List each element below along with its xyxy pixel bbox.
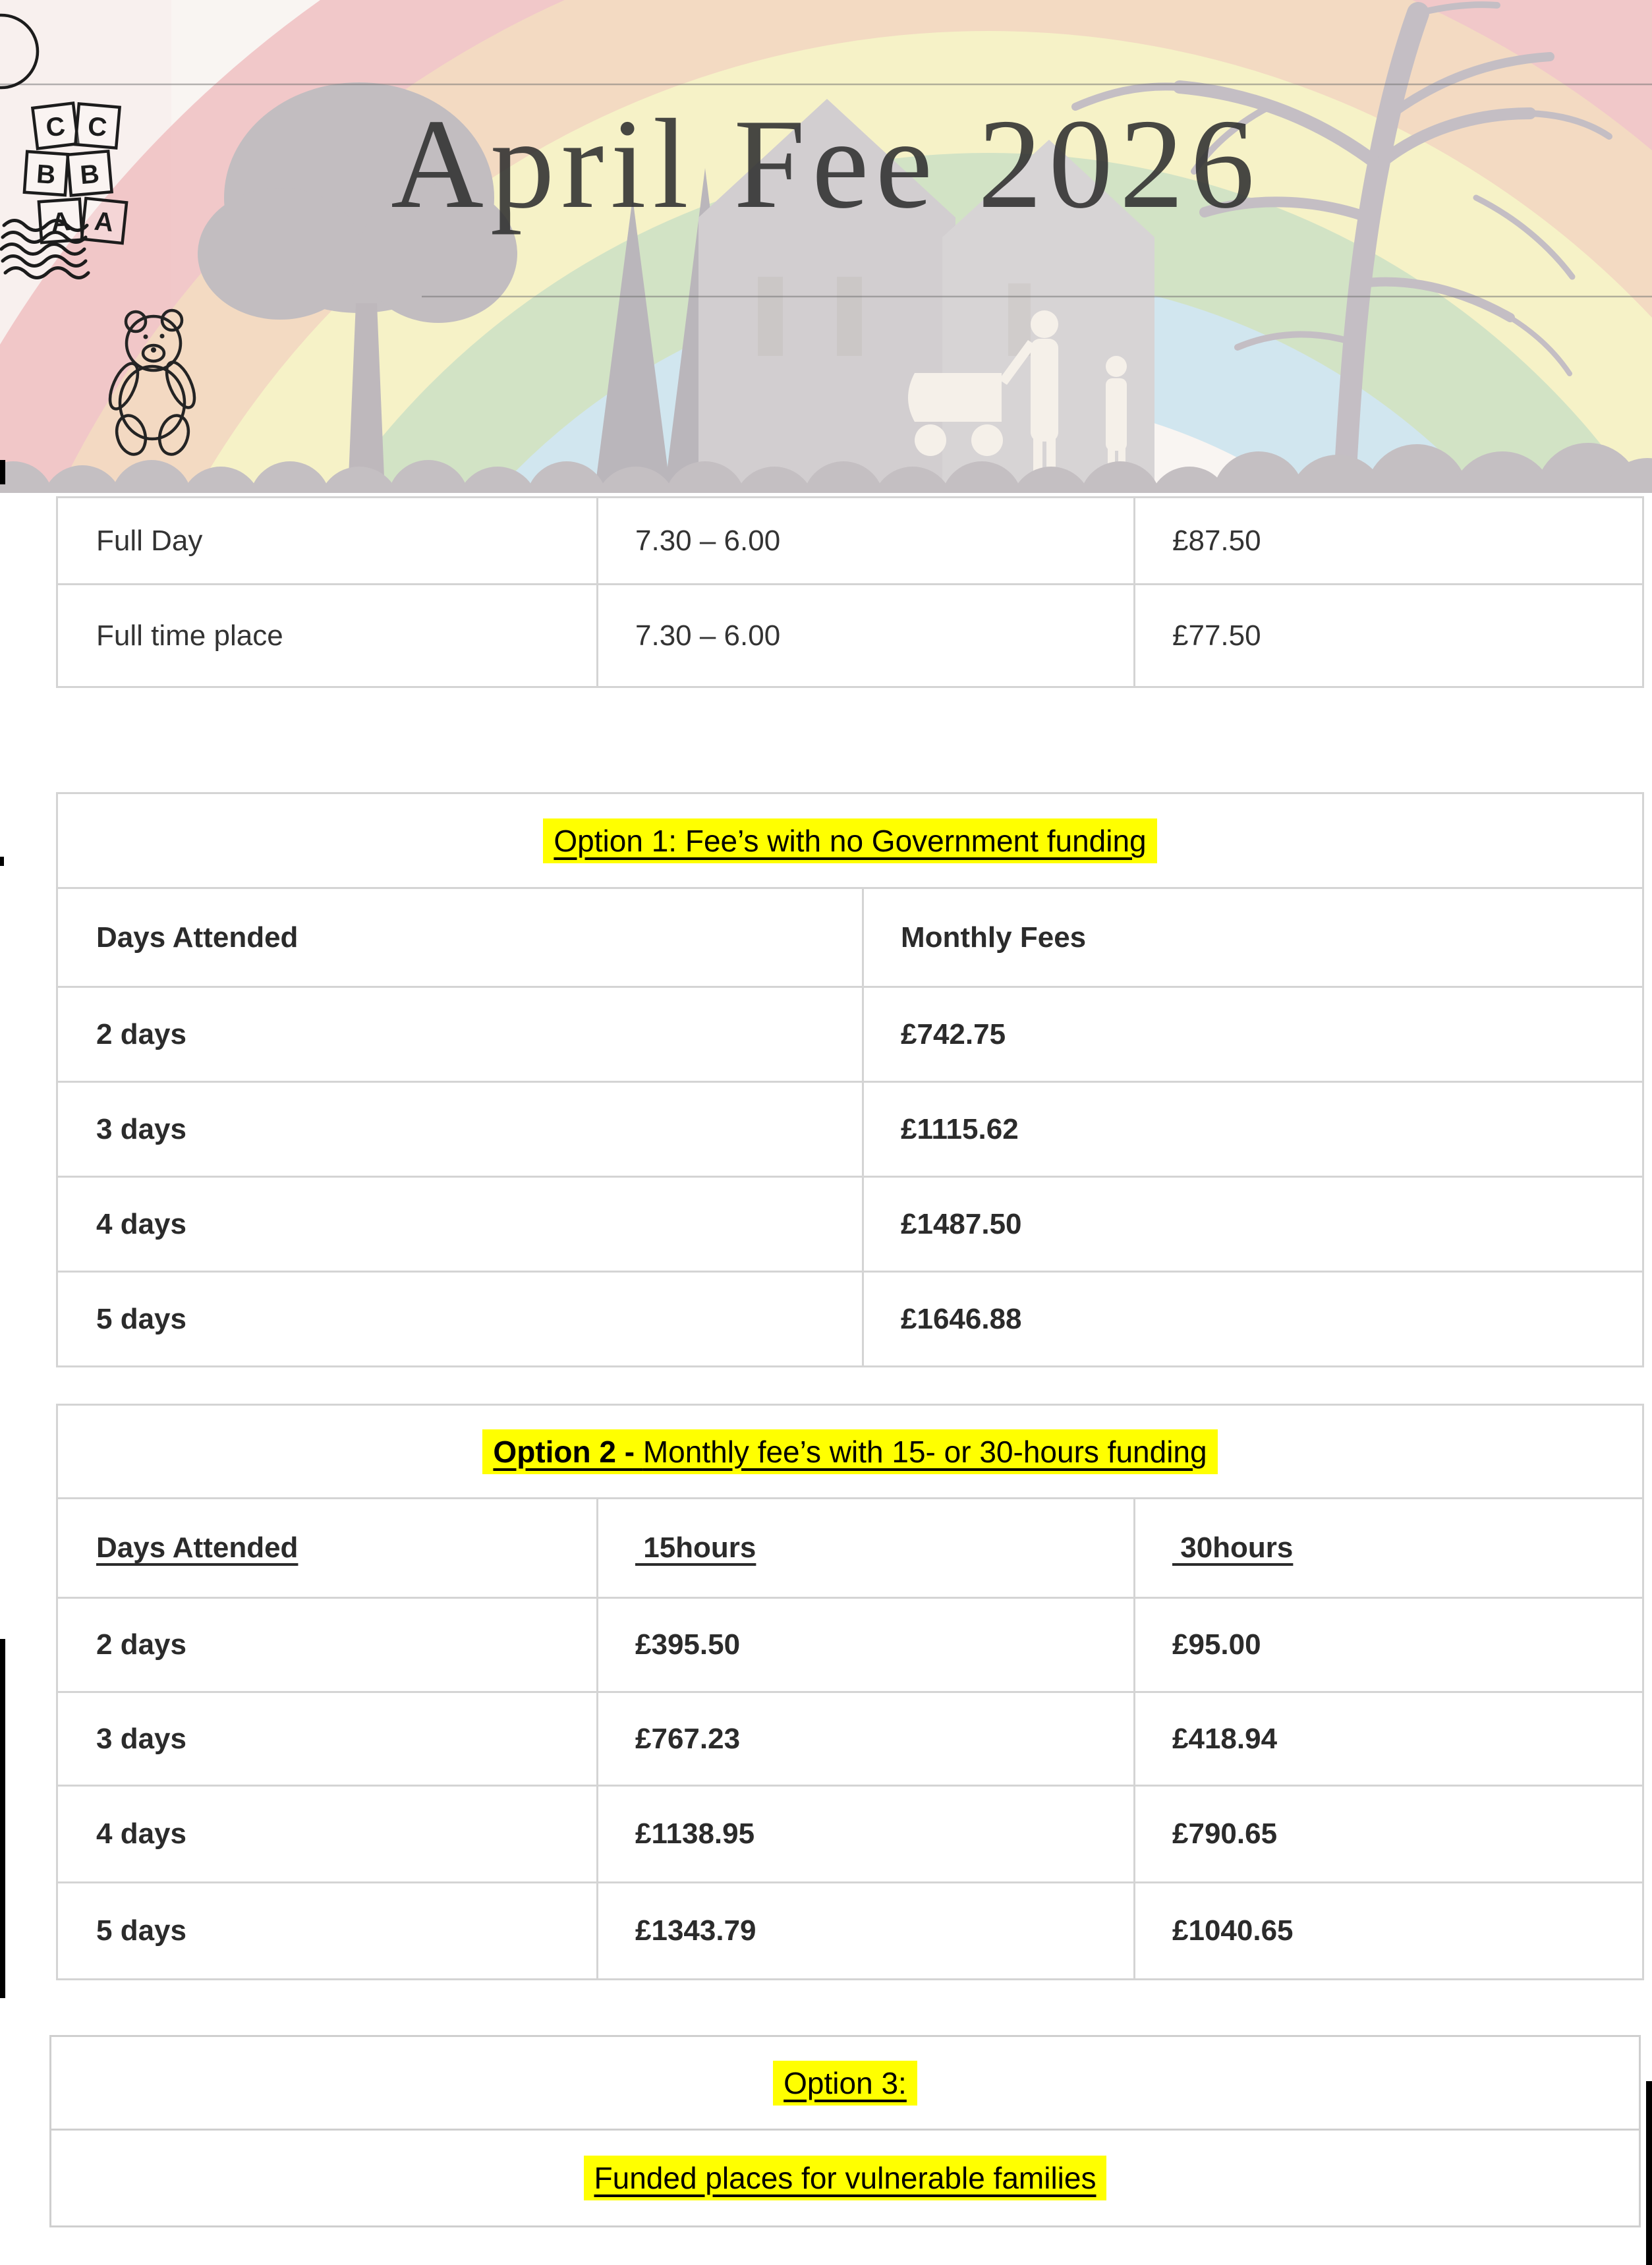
table-row	[57, 1499, 1643, 1598]
fee30-cell: £1040.65	[1135, 1883, 1643, 1980]
option2-col1-header: Days Attended	[57, 1499, 598, 1598]
fee15-cell: £1138.95	[598, 1786, 1135, 1883]
table-row	[57, 987, 1643, 1082]
days-cell: 4 days	[57, 1786, 598, 1883]
table-row	[57, 1405, 1643, 1499]
fee-cell: £742.75	[863, 987, 1643, 1082]
fee-cell: £1646.88	[863, 1272, 1643, 1367]
fee15-cell: £767.23	[598, 1692, 1135, 1786]
table-row	[57, 585, 1643, 687]
option1-col1-header: Days Attended	[57, 888, 863, 987]
page-title: April Fee 2026	[391, 93, 1261, 235]
fee15-cell: £1343.79	[598, 1883, 1135, 1980]
days-cell: 3 days	[57, 1692, 598, 1786]
session-label: Full Day	[57, 498, 598, 585]
option3-subtitle: Funded places for vulnerable families	[584, 2156, 1107, 2200]
left-edge-artifact	[0, 460, 5, 484]
option3-subtitle-cell	[51, 2130, 1640, 2227]
table-row	[57, 1177, 1643, 1272]
table-row	[57, 888, 1643, 987]
days-cell: 5 days	[57, 1272, 863, 1367]
session-label: Full time place	[57, 585, 598, 687]
fee-cell: £1487.50	[863, 1177, 1643, 1272]
table-row	[57, 1692, 1643, 1786]
fee30-cell: £418.94	[1135, 1692, 1643, 1786]
option1-table	[56, 792, 1644, 1367]
fee-cell: £1115.62	[863, 1082, 1643, 1177]
left-edge-artifact	[0, 1639, 5, 1998]
table-row	[57, 498, 1643, 585]
svg-text:C: C	[44, 111, 67, 143]
option3-title-cell	[51, 2036, 1640, 2130]
fee30-cell: £95.00	[1135, 1598, 1643, 1692]
option1-col2-header: Monthly Fees	[863, 888, 1643, 987]
svg-text:C: C	[86, 111, 109, 143]
option2-col3-header: 30hours	[1135, 1499, 1643, 1598]
table-row	[51, 2130, 1640, 2227]
days-cell: 5 days	[57, 1883, 598, 1980]
option2-table	[56, 1404, 1644, 1980]
table-row	[51, 2036, 1640, 2130]
svg-text:A: A	[93, 206, 115, 238]
session-time: 7.30 – 6.00	[598, 498, 1135, 585]
table-row	[57, 1598, 1643, 1692]
option1-title: Option 1: Fee’s with no Government funding	[543, 818, 1156, 863]
rainbow-mural	[0, 0, 1652, 493]
days-cell: 2 days	[57, 987, 863, 1082]
table-row	[57, 1786, 1643, 1883]
svg-text:B: B	[35, 159, 57, 190]
option3-table	[49, 2035, 1641, 2227]
days-cell: 2 days	[57, 1598, 598, 1692]
option3-title: Option 3:	[773, 2061, 917, 2106]
table-row	[57, 793, 1643, 888]
fee15-cell: £395.50	[598, 1598, 1135, 1692]
svg-text:A: A	[50, 207, 72, 237]
svg-text:B: B	[78, 159, 101, 190]
left-edge-artifact	[0, 857, 4, 866]
right-edge-artifact	[1646, 2081, 1652, 2265]
option2-title-cell	[57, 1405, 1643, 1499]
fee30-cell: £790.65	[1135, 1786, 1643, 1883]
session-time: 7.30 – 6.00	[598, 585, 1135, 687]
option2-col2-header: 15hours	[598, 1499, 1135, 1598]
option2-title: Option 2 - Monthly fee’s with 15- or 30-hours funding	[482, 1429, 1217, 1474]
table-row	[57, 1883, 1643, 1980]
option1-title-cell	[57, 793, 1643, 888]
sessions-table	[56, 496, 1644, 688]
table-row	[57, 1272, 1643, 1367]
session-price: £77.50	[1135, 585, 1643, 687]
header-banner	[0, 0, 1652, 493]
days-cell: 3 days	[57, 1082, 863, 1177]
table-row	[57, 1082, 1643, 1177]
days-cell: 4 days	[57, 1177, 863, 1272]
session-price: £87.50	[1135, 498, 1643, 585]
